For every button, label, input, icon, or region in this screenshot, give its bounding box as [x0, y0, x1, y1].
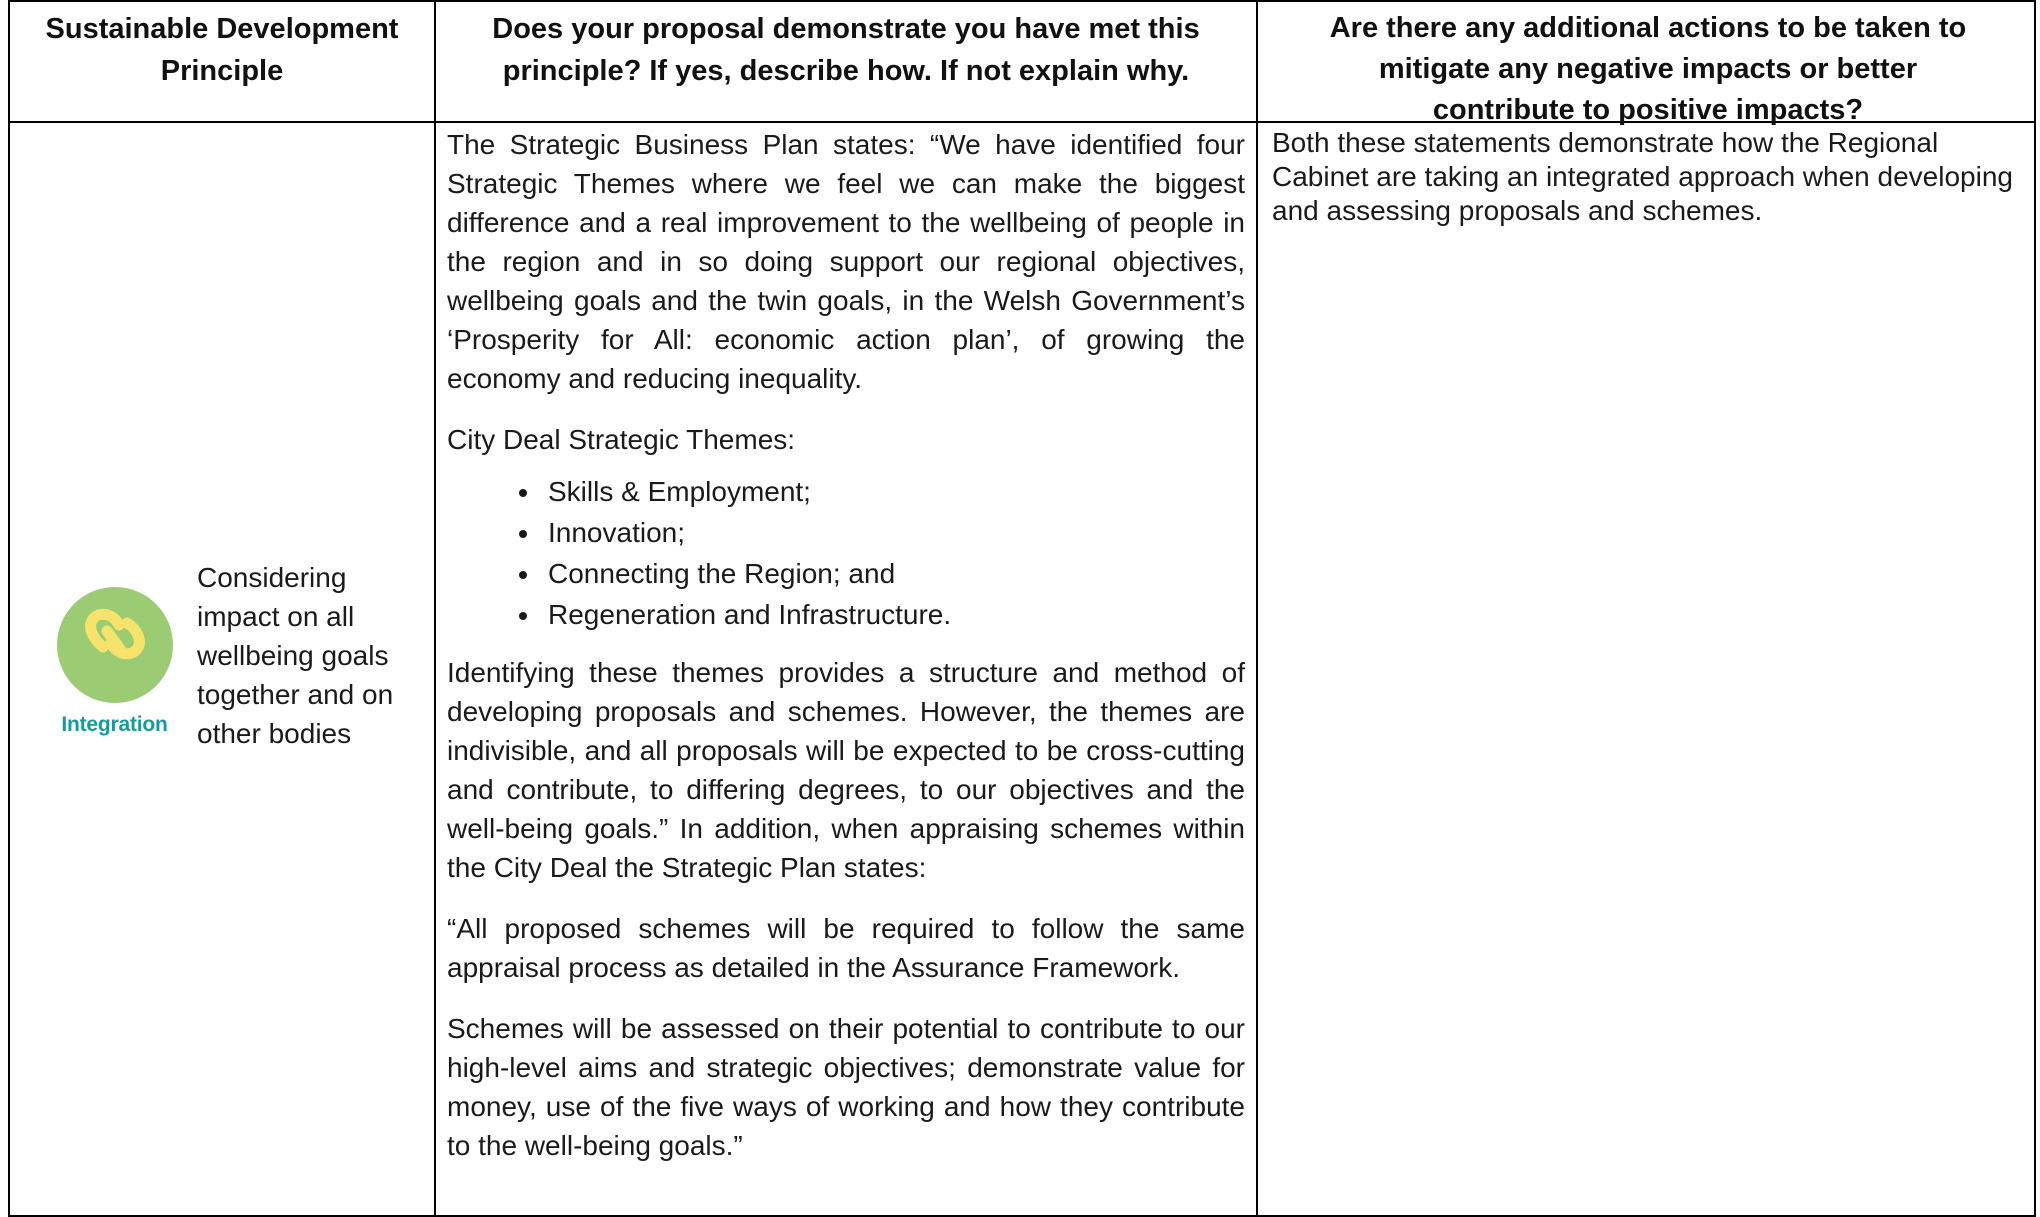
header-principle: [10, 2, 434, 121]
evidence-paragraph: The Strategic Business Plan states: “We have identified four Strategic Themes where we feel we can make the biggest difference and a real improvement to the wellbeing of people in the region and in so doing support our regional objectives, wellbeing goals and the twin goals, in the Welsh Government’s ‘Prosperity for All: economic action plan’, of growing the economy and reducing inequality.: [447, 129, 1245, 394]
actions-cell: [1272, 126, 2032, 228]
integration-logo: [52, 587, 177, 737]
principles-table: [8, 0, 2036, 1217]
evidence-paragraph: Schemes will be assessed on their potential to contribute to our high-level aims and strategic objectives; demonstrate value for money, use of the five ways of working and how they contribute to the well-being goals.”: [447, 1013, 1245, 1161]
header-actions: [1258, 2, 2038, 126]
list-item: • Innovation;: [542, 512, 1245, 553]
header-actions-line: mitigate any negative impacts or better: [1378, 53, 1918, 85]
themes-heading: City Deal Strategic Themes:: [447, 424, 796, 455]
header-actions-line: Are there any additional actions to be taken to: [1329, 12, 1967, 44]
principle-description: Considering impact on all wellbeing goals together and on other bodies: [197, 562, 394, 749]
evidence-paragraph: “All proposed schemes will be required to follow the same appraisal process as detailed in the Assurance Framework.: [447, 913, 1245, 983]
header-evidence-line: principle? If yes, describe how. If not explain why.: [502, 55, 1190, 87]
header-evidence-line: Does your proposal demonstrate you have met this: [492, 13, 1200, 45]
actions-text: Both these statements demonstrate how the Regional Cabinet are taking an integrated approach when developing and assessing proposals and schemes.: [1272, 127, 2013, 226]
list-item: • Connecting the Region; and: [542, 553, 1245, 594]
evidence-cell: [447, 125, 1245, 1187]
themes-list: [447, 471, 1245, 635]
column-divider: [1256, 2, 1258, 1215]
evidence-paragraph: Identifying these themes provides a structure and method of developing proposals and schemes. However, the themes are indivisible, and all proposals will be expected to be cross-cutting and contribute, to differing degrees, to our objectives and the well-being goals.” In addition, when appraising schemes within the City Deal the Strategic Plan states:: [447, 657, 1245, 883]
list-item: • Regeneration and Infrastructure.: [542, 594, 1245, 635]
list-item: • Skills & Employment;: [542, 471, 1245, 512]
column-divider: [434, 2, 436, 1215]
header-actions-line: contribute to positive impacts?: [1432, 94, 1864, 126]
logo-circle: [57, 587, 173, 703]
header-principle-text: Sustainable Development Principle: [45, 13, 399, 87]
chain-link-icon: [57, 587, 173, 703]
logo-label: Integration: [61, 713, 168, 736]
header-evidence: [436, 2, 1256, 121]
